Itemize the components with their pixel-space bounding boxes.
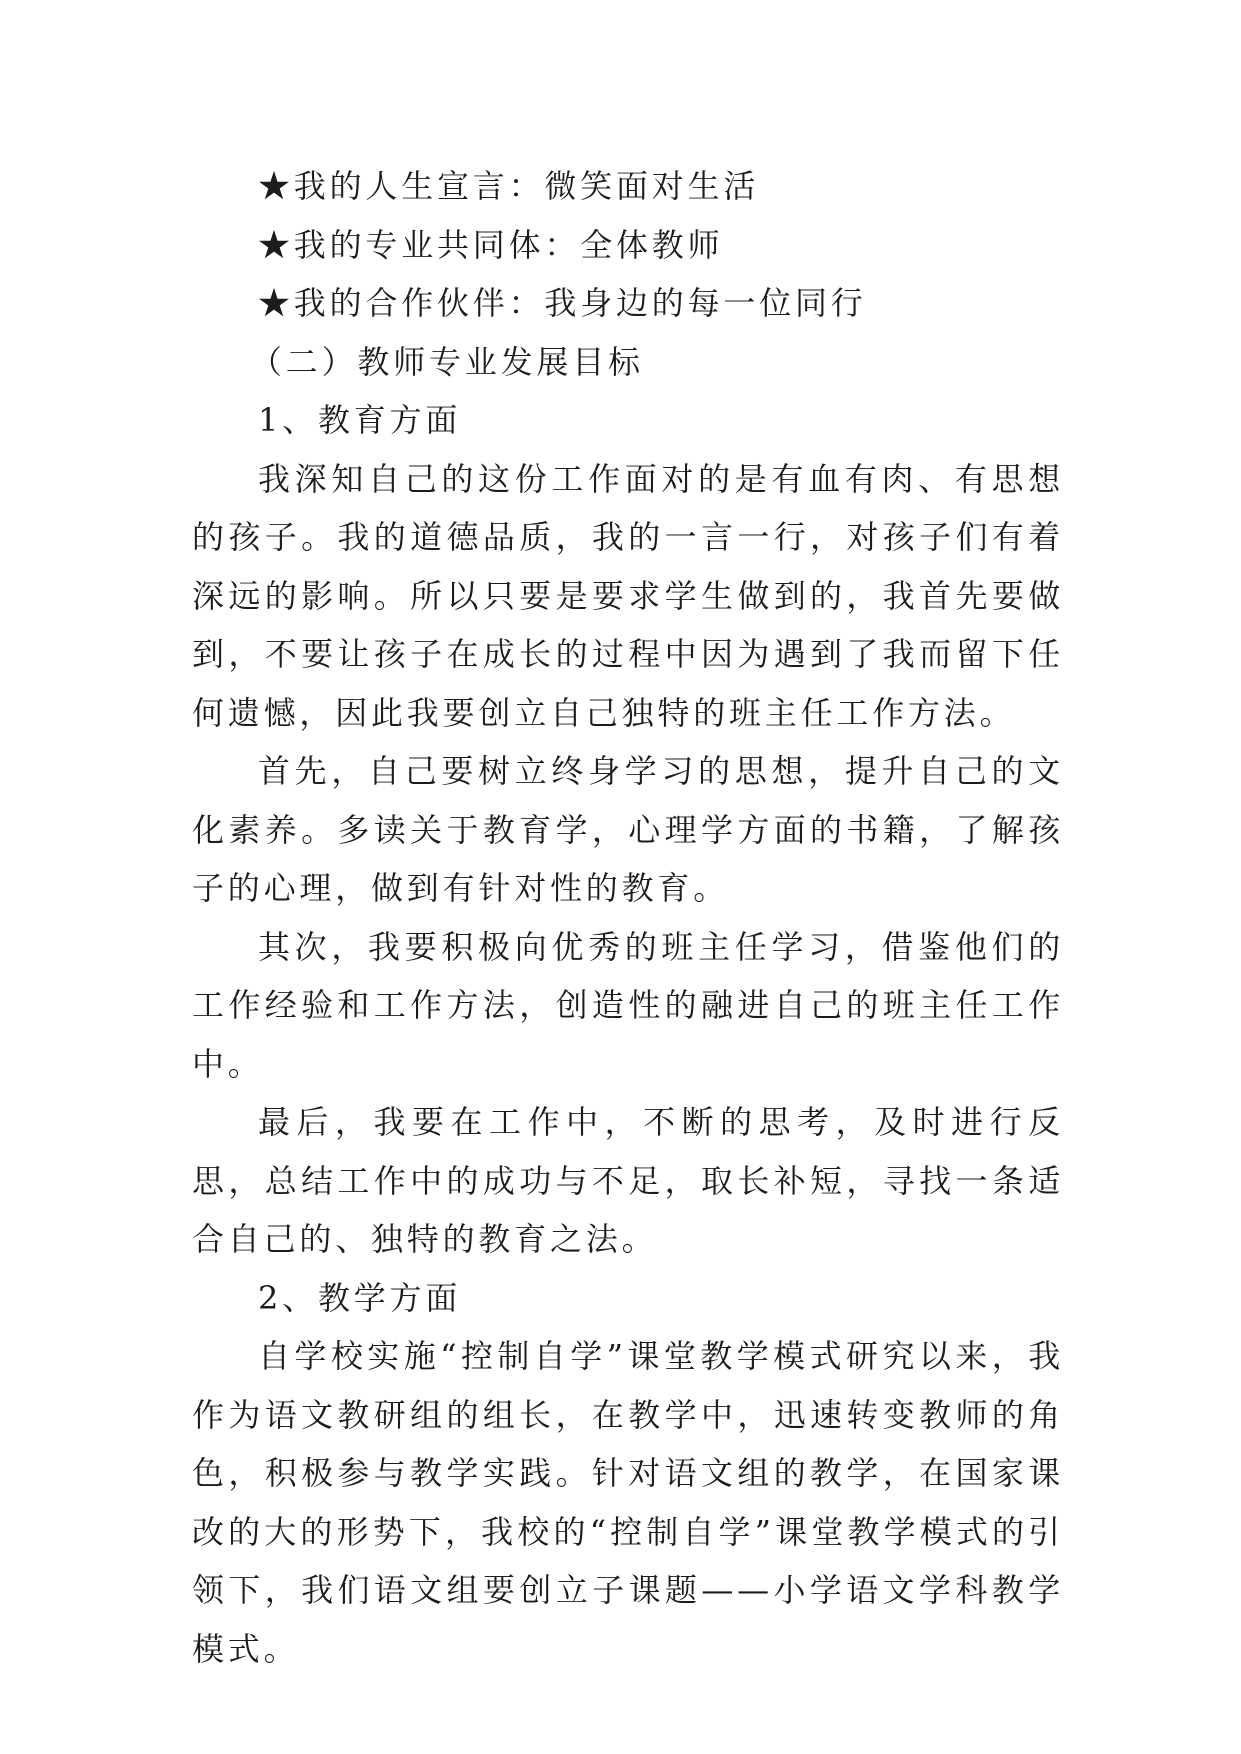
partner-line: ★我的合作伙伴：我身边的每一位同行 bbox=[258, 284, 867, 322]
document-body bbox=[192, 157, 1064, 1678]
community-line: ★我的专业共同体：全体教师 bbox=[258, 225, 724, 264]
teaching-paragraph-1: 自学校实施“控制自学”课堂教学模式研究以来，我作为语文教研组的组长，在教学中，迅速转变教师的角色，积极参与教学实践。针对语文组的教学，在国家课改的大的形势下，我校的“控制自学”课堂教学模式的引领下，我们语文组要创立子课题——小学语文学科教学模式。 bbox=[192, 1337, 1064, 1668]
education-heading: 1、教育方面 bbox=[258, 401, 462, 439]
education-paragraph-2: 首先，自己要树立终身学习的思想，提升自己的文化素养。多读关于教育学，心理学方面的书籍，了解孩子的心理，做到有针对性的教育。 bbox=[192, 752, 1064, 907]
manifesto-line: ★我的人生宣言：微笑面对生活 bbox=[258, 167, 760, 205]
section-title: （二）教师专业发展目标 bbox=[250, 342, 644, 381]
teaching-heading: 2、教学方面 bbox=[258, 1278, 462, 1317]
education-paragraph-4: 最后，我要在工作中，不断的思考，及时进行反思，总结工作中的成功与不足，取长补短，寻找一条适合自己的、独特的教育之法。 bbox=[192, 1103, 1064, 1258]
education-paragraph-3: 其次，我要积极向优秀的班主任学习，借鉴他们的工作经验和工作方法，创造性的融进自己的班主任工作中。 bbox=[192, 927, 1064, 1083]
education-paragraph-1: 我深知自己的这份工作面对的是有血有肉、有思想的孩子。我的道德品质，我的一言一行，对孩子们有着深远的影响。所以只要是要求学生做到的，我首先要做到，不要让孩子在成长的过程中因为遇到了我而留下任何遗憾，因此我要创立自己独特的班主任工作方法。 bbox=[192, 459, 1064, 732]
